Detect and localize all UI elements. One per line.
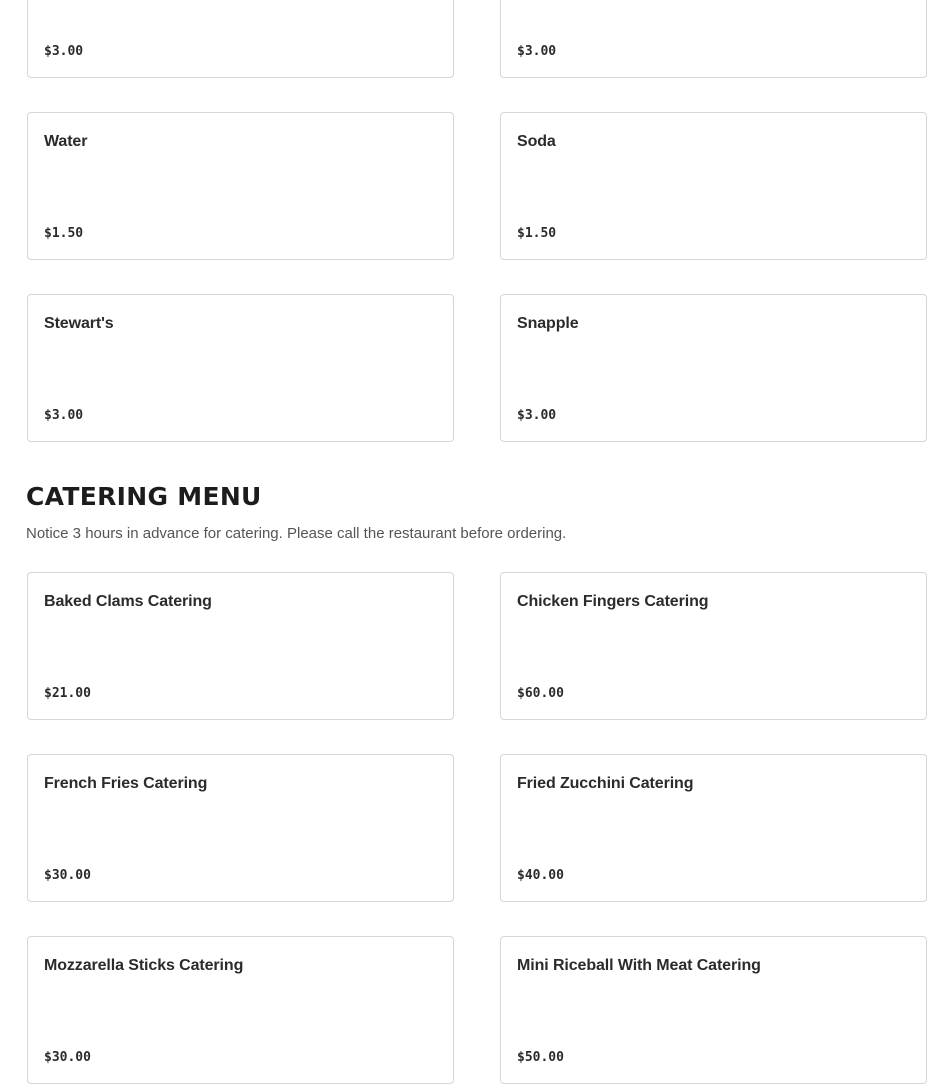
menu-item-card[interactable] xyxy=(500,294,927,442)
menu-item-price: $40.00 xyxy=(517,868,564,883)
menu-item-card[interactable] xyxy=(27,754,454,902)
menu-item-name: Mini Riceball With Meat Catering xyxy=(517,957,761,974)
menu-item-card[interactable] xyxy=(27,936,454,1084)
menu-item-price: $1.50 xyxy=(517,226,557,241)
menu-item-name: Baked Clams Catering xyxy=(44,593,212,610)
menu-item-price: $3.00 xyxy=(44,44,84,59)
section-notice: Notice 3 hours in advance for catering. Please call the restaurant before ordering. xyxy=(26,525,567,542)
menu-item-name: Snapple xyxy=(517,315,579,332)
menu-item-name: Fried Zucchini Catering xyxy=(517,775,694,792)
menu-item-name: French Fries Catering xyxy=(44,775,208,792)
menu-item-price: $1.50 xyxy=(44,226,84,241)
menu-item-name: Water xyxy=(44,133,88,150)
menu-item-price: $30.00 xyxy=(44,868,91,883)
menu-item-name: Mozzarella Sticks Catering xyxy=(44,957,244,974)
menu-item-name: Chicken Fingers Catering xyxy=(517,593,709,610)
menu-item-name: Soda xyxy=(517,133,556,150)
menu-item-card[interactable] xyxy=(27,572,454,720)
menu-item-price: $3.00 xyxy=(517,408,557,423)
menu-item-card[interactable] xyxy=(27,0,454,78)
section-title: CATERING MENU xyxy=(26,482,262,511)
menu-item-card[interactable] xyxy=(500,112,927,260)
menu-item-card[interactable] xyxy=(500,0,927,78)
menu-item-card[interactable] xyxy=(500,754,927,902)
menu-item-card[interactable] xyxy=(500,936,927,1084)
menu-item-price: $3.00 xyxy=(517,44,557,59)
menu-item-card[interactable] xyxy=(500,572,927,720)
menu-item-price: $50.00 xyxy=(517,1050,564,1065)
menu-item-price: $21.00 xyxy=(44,686,91,701)
menu-item-name: Stewart's xyxy=(44,315,114,332)
menu-item-card[interactable] xyxy=(27,294,454,442)
menu-item-price: $60.00 xyxy=(517,686,564,701)
menu-item-card[interactable] xyxy=(27,112,454,260)
menu-item-price: $3.00 xyxy=(44,408,84,423)
menu-item-price: $30.00 xyxy=(44,1050,91,1065)
